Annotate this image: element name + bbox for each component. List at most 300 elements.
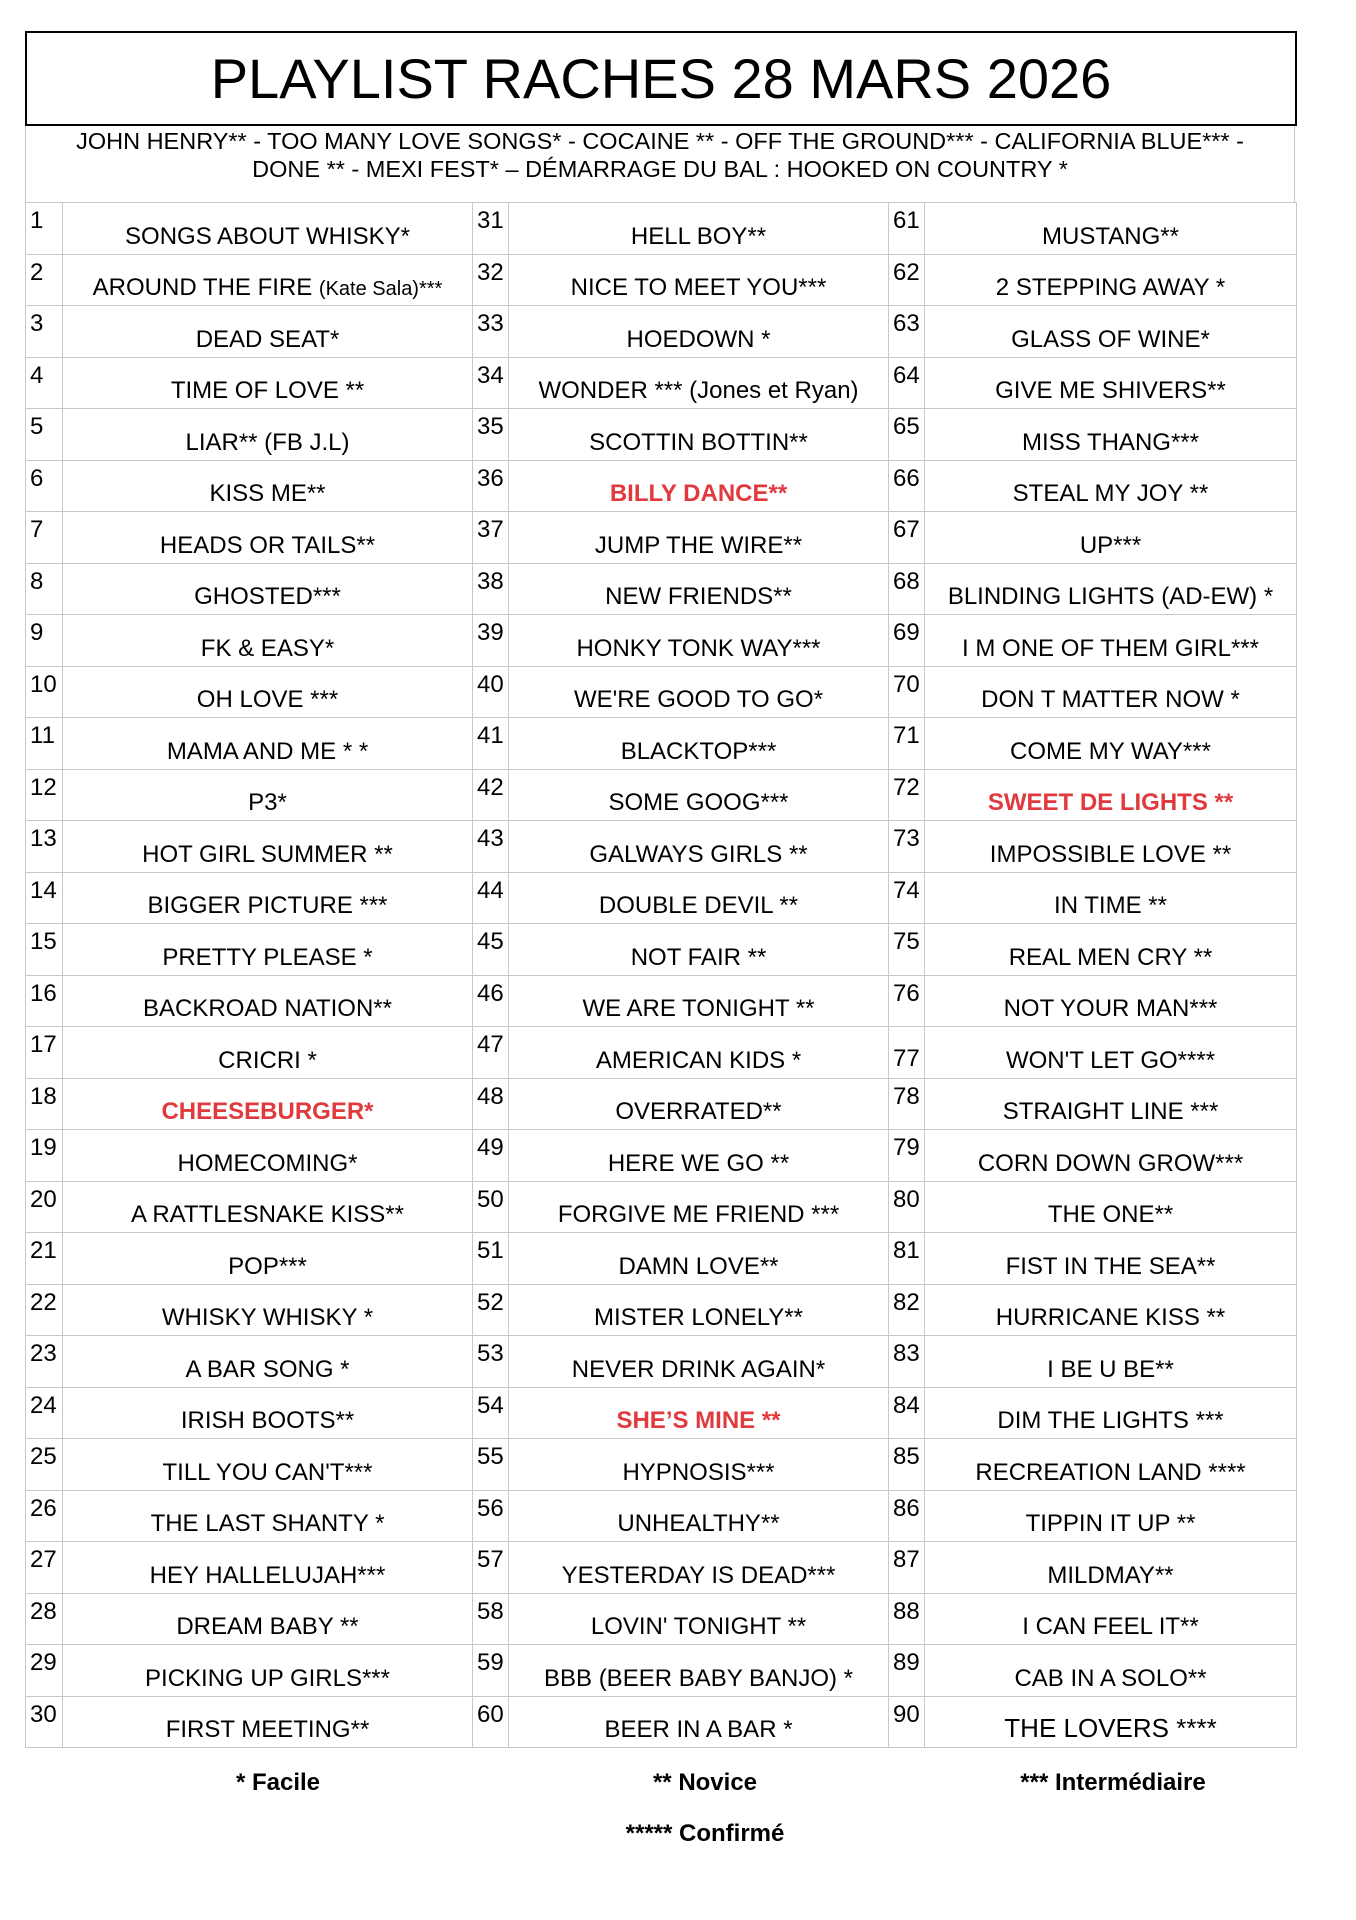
song-title-main: IN TIME ** [1054,892,1167,919]
song-number-text: 47 [477,1031,504,1058]
song-number [889,1645,925,1697]
song-title [509,357,889,409]
song-number-text: 21 [30,1237,57,1264]
table-row [26,409,1297,461]
song-title-text [925,995,1296,1026]
song-title [925,975,1297,1027]
song-number-text: 32 [477,258,504,286]
song-title-main: NICE TO MEET YOU*** [570,274,827,301]
song-number [889,357,925,409]
song-title [509,615,889,667]
song-number-text: 87 [893,1546,920,1573]
song-number-text: 23 [30,1340,57,1367]
song-number-text: 26 [30,1494,57,1522]
song-title-main: LIAR** (FB J.L) [185,428,350,456]
song-title-main: P3* [248,789,287,816]
song-title-main: AMERICAN KIDS * [595,1046,802,1074]
song-number-text: 55 [477,1443,504,1470]
legend-novice: ** Novice [652,1769,758,1796]
song-title-main: STRAIGHT LINE *** [1002,1098,1219,1125]
song-title [509,1645,889,1697]
song-number-text: 62 [893,258,920,286]
song-number [26,1027,63,1079]
song-number [889,563,925,615]
song-number [473,203,509,255]
song-number [889,1181,925,1233]
song-number-text: 74 [893,876,920,904]
song-title-text [925,532,1296,563]
song-title-main: DEAD SEAT* [195,325,340,353]
song-number [889,1387,925,1439]
song-title-main: HONKY TONK WAY*** [576,634,821,662]
song-title-main: HERE WE GO ** [607,1149,790,1177]
song-title-main: THE ONE** [1047,1201,1174,1228]
song-title-main: GLASS OF WINE* [1011,325,1210,353]
song-title-text [509,995,888,1026]
song-number-text: 48 [477,1082,504,1110]
song-number-text: 9 [30,619,44,646]
song-number [26,1336,63,1388]
song-number-text: 10 [30,670,57,698]
song-number-text: 45 [477,928,504,955]
song-title-text [63,1356,472,1387]
song-number-text: 8 [30,567,44,595]
song-title-main: SHE’S MINE ** [616,1407,781,1434]
song-title [925,821,1297,873]
song-title-main: SONGS ABOUT WHISKY* [125,222,410,250]
song-number [889,1336,925,1388]
song-number [889,1439,925,1491]
song-title-text [509,892,888,923]
song-number-text: 29 [30,1649,57,1676]
song-number-text: 78 [893,1082,920,1110]
song-title-main: NEVER DRINK AGAIN* [571,1355,826,1383]
song-title-text [63,686,472,717]
song-title [63,769,473,821]
song-title-text [63,377,472,408]
song-title-main: SWEET DE LIGHTS ** [987,789,1234,816]
song-number-text: 42 [477,773,504,801]
song-title [925,1336,1297,1388]
song-number-text: 30 [30,1700,57,1728]
legend-facile: * Facile [235,1769,321,1796]
song-title-main: YESTERDAY IS DEAD*** [561,1561,836,1589]
table-row [26,203,1297,255]
song-title-text [925,1613,1296,1644]
song-title [925,1490,1297,1542]
song-title-text [925,1150,1296,1181]
table-row [26,1284,1297,1336]
song-title-text [509,1201,888,1232]
song-title-text [925,1713,1296,1747]
song-title-text [925,1459,1296,1490]
song-title-text [63,738,472,769]
song-title-main: SOME GOOG*** [608,789,789,816]
table-row [26,1027,1297,1079]
song-title-text [925,1201,1296,1232]
song-title [509,409,889,461]
song-number [473,1130,509,1182]
song-number-text: 88 [893,1597,920,1625]
song-number-text: 84 [893,1391,920,1419]
song-title [509,1696,889,1748]
song-title-main: TILL YOU CAN'T*** [162,1458,373,1486]
song-title-main: CAB IN A SOLO** [1014,1664,1207,1692]
song-title-text [63,223,472,254]
song-number [473,1542,509,1594]
song-title-text [509,480,888,511]
song-title-main: DREAM BABY ** [176,1613,359,1640]
song-number-text: 34 [477,361,504,389]
song-title [509,1233,889,1285]
song-title-main: HOEDOWN * [626,325,771,353]
song-title [925,1542,1297,1594]
song-title-main: FK & EASY* [200,634,335,662]
song-number [473,1696,509,1748]
song-number-text: 11 [30,722,55,749]
song-title-text [63,1098,472,1129]
song-title [63,357,473,409]
song-title-main: HELL BOY** [630,222,767,250]
song-title-text [509,532,888,563]
song-number-text: 52 [477,1288,504,1316]
song-title-main: THE LAST SHANTY * [150,1510,385,1537]
song-number-text: 64 [893,361,920,389]
song-title-main: FORGIVE ME FRIEND *** [557,1201,840,1228]
song-number [26,1439,63,1491]
table-row [26,512,1297,564]
song-number-text: 65 [893,413,920,440]
song-title-text [509,223,888,254]
song-title [63,203,473,255]
song-title-main: BLACKTOP*** [620,737,777,765]
song-title-text [509,1613,888,1644]
song-number-text: 60 [477,1700,504,1728]
table-row [26,254,1297,306]
song-title [509,666,889,718]
table-row [26,1490,1297,1542]
song-number-text: 14 [30,876,57,904]
song-number [26,872,63,924]
song-title-main: DIM THE LIGHTS *** [997,1407,1224,1434]
table-row [26,666,1297,718]
song-title-text [925,1356,1296,1387]
song-number-text: 54 [477,1391,504,1419]
song-title-text [63,480,472,511]
song-number-text: 4 [30,361,44,389]
song-title-main: I CAN FEEL IT** [1022,1613,1199,1640]
song-title-text [509,377,888,408]
song-number [889,666,925,718]
song-title [509,1027,889,1079]
song-title [63,1490,473,1542]
song-title-main: DON T MATTER NOW * [981,686,1240,713]
song-number [26,306,63,358]
song-title [509,872,889,924]
song-title [509,306,889,358]
page-title: PLAYLIST RACHES 28 MARS 2026 [210,46,1112,110]
song-number-text: 44 [477,876,504,904]
table-row [26,718,1297,770]
song-number-text: 75 [893,928,920,955]
song-title [925,1130,1297,1182]
song-number-text: 53 [477,1340,504,1367]
song-title-main: STEAL MY JOY ** [1012,480,1209,507]
song-number-text: 18 [30,1082,57,1110]
song-number-text: 61 [893,207,920,234]
song-title [509,1284,889,1336]
song-title [63,1233,473,1285]
song-title-text [509,789,888,820]
song-title [509,975,889,1027]
song-title-text [63,789,472,820]
song-title-main: TIME OF LOVE ** [170,377,365,404]
song-number [473,718,509,770]
song-number [889,769,925,821]
song-title [509,1130,889,1182]
table-row [26,1542,1297,1594]
song-title-text [509,1150,888,1181]
song-title [63,512,473,564]
table-row [26,1181,1297,1233]
song-title-text [509,1253,888,1284]
song-number [889,1027,925,1079]
table-row [26,1439,1297,1491]
song-title [509,563,889,615]
song-title-main: MUSTANG** [1042,222,1179,250]
song-title-highlighted [925,769,1297,821]
song-title [925,924,1297,976]
song-title [63,1336,473,1388]
song-number [26,1284,63,1336]
song-number-text: 6 [30,464,44,492]
song-number [889,409,925,461]
song-title [509,821,889,873]
song-number-text: 46 [477,979,504,1007]
song-title-text [63,326,472,357]
table-row [26,563,1297,615]
song-title-text [509,429,888,460]
table-row [26,460,1297,512]
song-title [63,975,473,1027]
song-title [509,1542,889,1594]
song-number [889,254,925,306]
song-title-text [925,635,1296,666]
song-number [473,1439,509,1491]
song-number [26,1181,63,1233]
song-title-text [925,326,1296,357]
song-number-text: 81 [893,1237,920,1264]
song-title-main: JUMP THE WIRE** [594,531,803,559]
song-number-text: 40 [477,670,504,698]
song-title-main: KISS ME** [209,480,326,507]
song-title [925,460,1297,512]
song-title-main: BILLY DANCE** [609,480,788,507]
song-number [26,357,63,409]
song-title-text [925,944,1296,975]
song-title-text [509,326,888,357]
song-title-text [63,1201,472,1232]
song-number [889,1078,925,1130]
song-title [925,357,1297,409]
song-title-text [509,1665,888,1696]
song-title-text [925,686,1296,717]
song-title-text [509,1562,888,1593]
song-title-text [925,1562,1296,1593]
song-number [26,1645,63,1697]
song-number-text: 1 [30,207,44,234]
song-number-text: 41 [477,722,504,749]
song-title [63,924,473,976]
table-row [26,975,1297,1027]
song-title-main: I M ONE OF THEM GIRL*** [962,634,1259,662]
table-row [26,1696,1297,1748]
song-title-text [925,429,1296,460]
song-title-main: IMPOSSIBLE LOVE ** [989,840,1232,868]
song-number [889,1696,925,1748]
song-number [26,615,63,667]
song-title-main: A RATTLESNAKE KISS** [131,1201,404,1228]
song-number-text: 38 [477,567,504,595]
song-number-text: 50 [477,1185,504,1213]
song-title [63,1027,473,1079]
song-title-main: BBB (BEER BABY BANJO) * [544,1664,853,1692]
song-title [925,1078,1297,1130]
song-title [63,409,473,461]
song-title-main: CORN DOWN GROW*** [977,1149,1244,1177]
opening-dances-line-2: DONE ** - MEXI FEST* – DÉMARRAGE DU BAL : HOOKED ON COUNTRY * [252,156,1068,182]
song-title [925,1645,1297,1697]
song-title [509,203,889,255]
song-number-text: 76 [893,979,920,1007]
song-number-text: 86 [893,1494,920,1522]
song-title-text [63,1613,472,1644]
song-number-text: 28 [30,1597,57,1625]
song-number [473,924,509,976]
song-number-text: 12 [30,773,57,801]
song-number [889,203,925,255]
song-number-text: 63 [893,310,920,337]
song-title-text [925,738,1296,769]
song-number [26,460,63,512]
song-title [925,512,1297,564]
song-title-main: OVERRATED** [615,1098,782,1125]
song-number-text: 70 [893,670,920,698]
song-number-text: 90 [893,1700,920,1728]
song-title [509,1336,889,1388]
song-title [509,769,889,821]
song-title-main: MAMA AND ME * * [166,737,369,765]
song-title-text [63,944,472,975]
song-number-text: 39 [477,619,504,646]
song-number [26,1078,63,1130]
song-title-main: NOT FAIR ** [630,943,767,971]
song-title-main: WHISKY WHISKY * [161,1304,374,1331]
opening-dances [25,126,1295,202]
song-number-text: 49 [477,1134,504,1161]
song-title-main: NEW FRIENDS** [605,583,792,610]
song-title-main: UNHEALTHY** [617,1510,780,1537]
song-number-text: 25 [30,1443,57,1470]
song-title-text [63,1562,472,1593]
song-title-text [925,223,1296,254]
song-title [63,1645,473,1697]
song-title [925,1387,1297,1439]
song-number-text: 77 [893,1045,920,1072]
song-title [63,1130,473,1182]
song-number [473,1490,509,1542]
song-title-main: FIRST MEETING** [165,1716,370,1743]
song-title-text [925,1665,1296,1696]
song-title-text [63,892,472,923]
song-title [925,872,1297,924]
song-title-text [509,1510,888,1541]
song-title [63,615,473,667]
song-number-text: 19 [30,1134,57,1161]
song-title-main: MILDMAY** [1047,1561,1174,1589]
song-title-main: GHOSTED*** [194,583,341,610]
song-title-main: WON'T LET GO**** [1005,1046,1216,1074]
song-title-text [925,1510,1296,1541]
song-title-text [63,1510,472,1541]
table-row [26,821,1297,873]
song-number [889,1233,925,1285]
song-title-text [63,1459,472,1490]
song-number-text: 85 [893,1443,920,1470]
song-number [26,1490,63,1542]
song-number-text: 72 [893,773,920,801]
song-title [925,1027,1297,1079]
song-title [925,306,1297,358]
song-number [26,1387,63,1439]
song-number [889,512,925,564]
song-number [473,254,509,306]
song-title-main: PICKING UP GIRLS*** [145,1664,390,1692]
song-number-text: 24 [30,1391,57,1419]
song-title [509,1593,889,1645]
song-number-text: 58 [477,1597,504,1625]
song-title [63,460,473,512]
song-title-highlighted [509,460,889,512]
song-title [509,718,889,770]
song-title-main: TIPPIN IT UP ** [1025,1510,1196,1537]
song-number-text: 82 [893,1288,920,1316]
song-title [925,1181,1297,1233]
song-title-main: MISS THANG*** [1022,428,1199,456]
song-title-main: THE LOVERS **** [1004,1713,1217,1743]
song-number [26,975,63,1027]
song-title-main: WE'RE GOOD TO GO* [573,686,824,713]
song-number [889,615,925,667]
song-number-text: 5 [30,413,44,440]
song-title [925,666,1297,718]
song-title-text [925,1304,1296,1335]
song-title-text [509,583,888,614]
song-title-main: MISTER LONELY** [594,1304,803,1331]
song-title [63,821,473,873]
song-title [509,1439,889,1491]
song-number-text: 37 [477,516,504,543]
song-title-text [63,1047,472,1078]
song-title [925,563,1297,615]
song-title-text [509,635,888,666]
song-number [26,563,63,615]
song-title [63,1439,473,1491]
song-title-text [925,1407,1296,1438]
song-number-text: 17 [30,1031,57,1058]
legend-intermediaire: *** Intermédiaire [1020,1769,1206,1796]
song-title-text [63,583,472,614]
